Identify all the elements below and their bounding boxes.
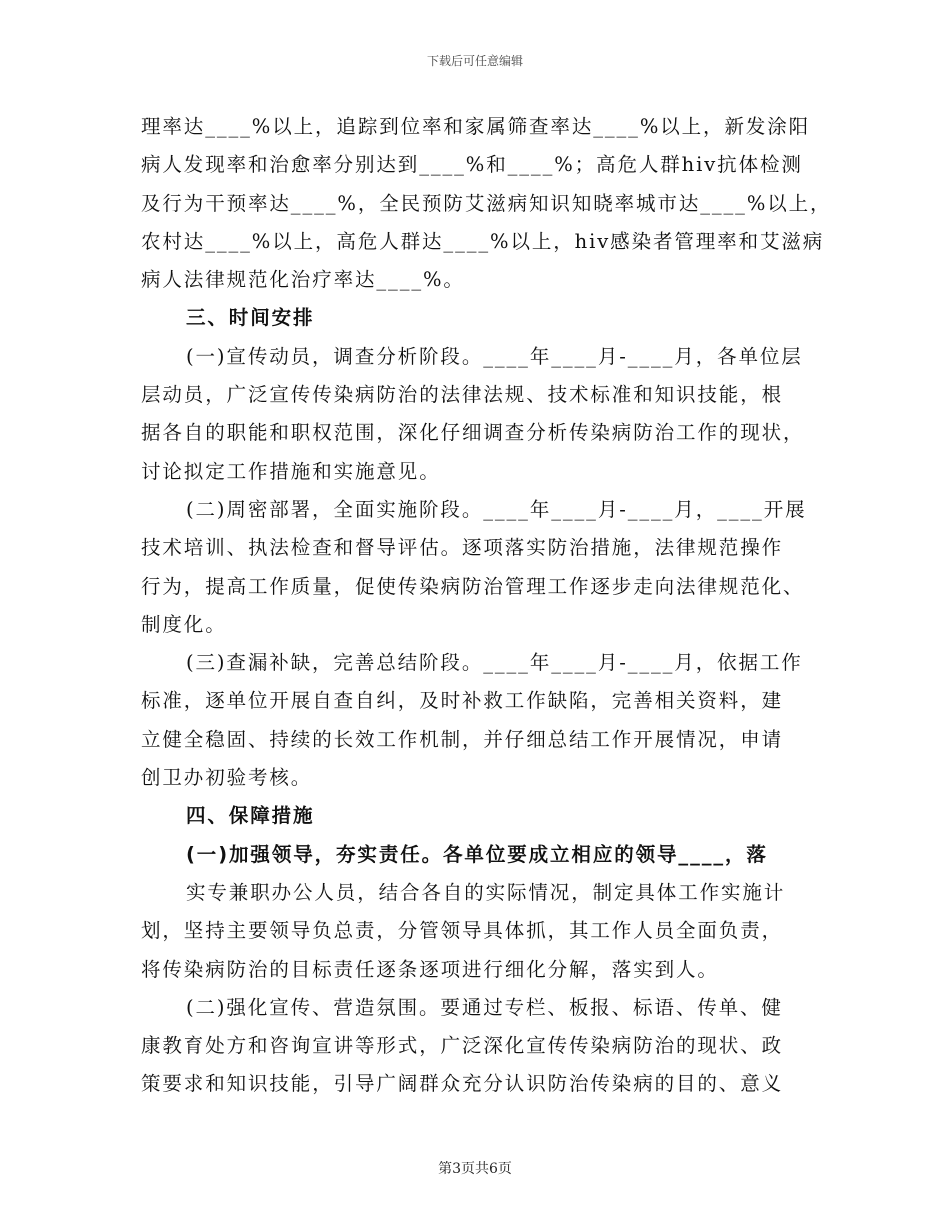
document-body [141,108,832,1104]
paragraph-line: 据各自的职能和职权范围，深化仔细调查分析传染病防治工作的现状， [141,421,805,445]
bold-paragraph-line: (一)加强领导，夯实责任。各单位要成立相应的领导____，落 [186,842,768,866]
paragraph-line: 讨论拟定工作措施和实施意见。 [141,459,441,483]
paragraph-line: (二)周密部署，全面实施阶段。____年____月-____月，____开展 [186,497,807,521]
paragraph-line: 技术培训、执法检查和督导评估。逐项落实防治措施，法律规范操作 [141,536,784,560]
paragraph-line: 策要求和知识技能，引导广阔群众充分认识防治传染病的目的、意义 [141,1072,784,1096]
paragraph-line: 病人法律规范化治疗率达____%。 [141,268,465,292]
paragraph-line: 及行为干预率达____%，全民预防艾滋病知识知晓率城市达____%以上， [141,191,832,215]
section-heading: 三、时间安排 [186,306,315,330]
paragraph-line: 标准，逐单位开展自查自纠，及时补救工作缺陷，完善相关资料，建 [141,689,784,713]
paragraph-line: 行为，提高工作质量，促使传染病防治管理工作逐步走向法律规范化、 [141,574,805,598]
paragraph-line: 创卫办初验考核。 [141,766,313,790]
paragraph-line: 病人发现率和治愈率分别达到____%和____%；高危人群hiv抗体检测 [141,153,803,177]
paragraph-line: 制度化。 [141,612,227,636]
paragraph-line: 理率达____%以上，追踪到位率和家属筛查率达____%以上，新发涂阳 [141,115,811,138]
paragraph-line: 将传染病防治的目标责任逐条逐项进行细化分解，落实到人。 [141,957,719,981]
paragraph-line: 农村达____%以上，高危人群达____%以上，hiv感染者管理率和艾滋病 [141,229,825,253]
paragraph-line: 划，坚持主要领导负总责，分管领导具体抓，其工作人员全面负责， [141,919,784,943]
paragraph-line: 层动员，广泛宣传传染病防治的法律法规、技术标准和知识技能，根 [141,383,784,407]
paragraph-line: 立健全稳固、持续的长效工作机制，并仔细总结工作开展情况，申请 [141,727,784,751]
paragraph-line: (一)宣传动员，调查分析阶段。____年____月-____月，各单位层 [186,344,803,368]
paragraph-line: (三)查漏补缺，完善总结阶段。____年____月-____月，依据工作 [186,651,803,675]
paragraph-line: 实专兼职办公人员，结合各自的实际情况，制定具体工作实施计 [186,880,786,904]
paragraph-line: 康教育处方和咨询宣讲等形式，广泛深化宣传传染病防治的现状、政 [141,1034,784,1058]
section-heading: 四、保障措施 [186,804,315,828]
page-header: 下载后可任意编辑 [426,54,523,68]
paragraph-line: (二)强化宣传、营造氛围。要通过专栏、板报、标语、传单、健 [186,995,783,1019]
page-footer: 第3页共6页 [438,1161,512,1177]
